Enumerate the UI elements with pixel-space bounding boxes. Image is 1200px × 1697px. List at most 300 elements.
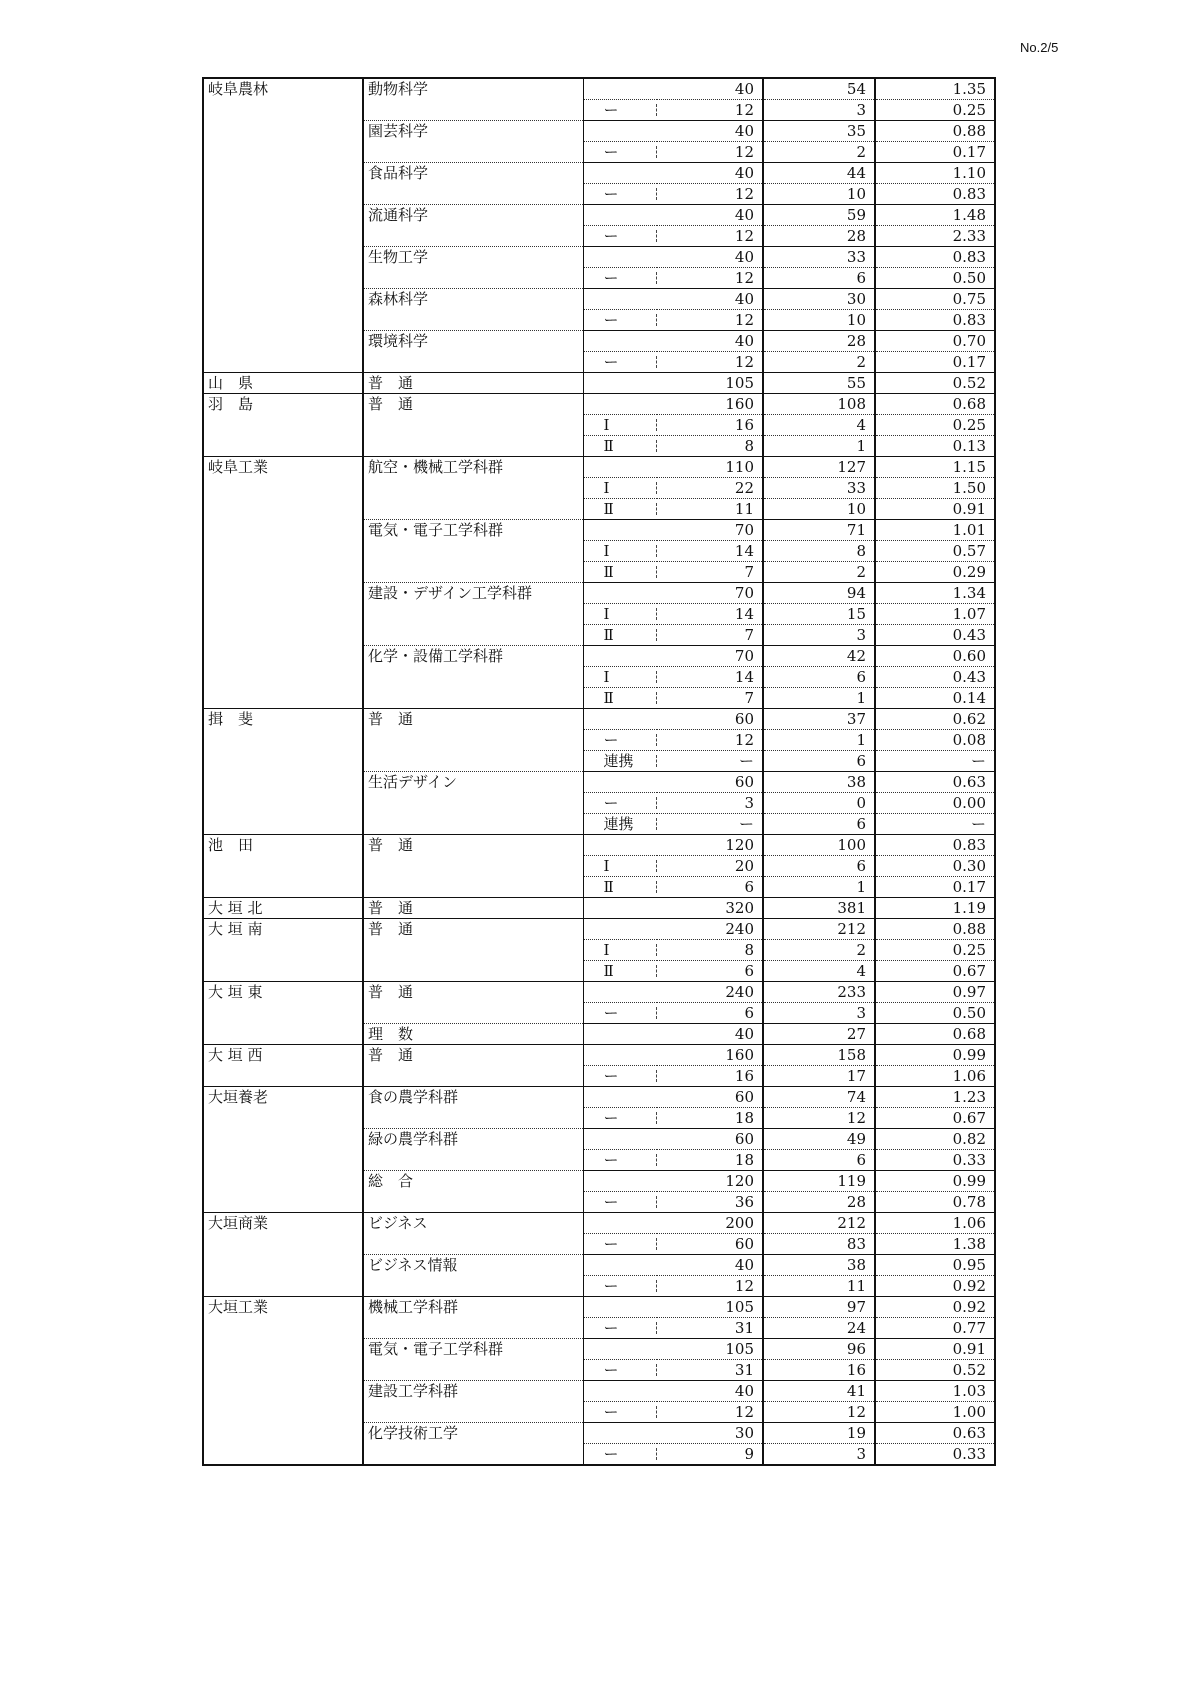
table-row <box>203 121 995 142</box>
quota-type-cell <box>583 78 657 100</box>
dashed-separator <box>656 1007 657 1019</box>
quota-type-cell <box>583 856 657 877</box>
quota-type-label: Ⅰ <box>603 479 610 497</box>
ratio-cell: 0.75 <box>875 289 995 310</box>
department-cell: 普 通 <box>363 919 583 940</box>
quota-type-cell <box>583 331 657 352</box>
department-cell: 普 通 <box>363 1045 583 1066</box>
quota-type-cell <box>583 814 657 835</box>
quota-type-cell <box>583 1444 657 1466</box>
capacity-cell: 40 <box>657 163 763 184</box>
table-row <box>203 1444 995 1466</box>
department-cell: 普 通 <box>363 373 583 394</box>
ratio-cell: 2.33 <box>875 226 995 247</box>
capacity-cell: 30 <box>657 1423 763 1444</box>
quota-type-cell <box>583 121 657 142</box>
table-row <box>203 268 995 289</box>
school-name-cell <box>203 268 363 289</box>
department-cell: 生活デザイン <box>363 772 583 793</box>
dashed-separator <box>656 755 657 767</box>
dashed-separator <box>656 1154 657 1166</box>
capacity-cell: 40 <box>657 331 763 352</box>
applicants-cell: 233 <box>763 982 875 1003</box>
dashed-separator <box>656 965 657 977</box>
capacity-cell: 9 <box>657 1444 763 1466</box>
department-cell <box>363 268 583 289</box>
applicants-cell: 12 <box>763 1108 875 1129</box>
table-row <box>203 1297 995 1318</box>
department-cell: 生物工学 <box>363 247 583 268</box>
table-row <box>203 142 995 163</box>
table-row <box>203 1423 995 1444</box>
table-row <box>203 835 995 856</box>
department-cell: 環境科学 <box>363 331 583 352</box>
school-name-cell <box>203 646 363 667</box>
capacity-cell: 70 <box>657 646 763 667</box>
capacity-cell: 40 <box>657 121 763 142</box>
applicants-cell: 1 <box>763 688 875 709</box>
applicants-cell: 2 <box>763 562 875 583</box>
school-name-cell <box>203 793 363 814</box>
dashed-separator <box>656 1070 657 1082</box>
department-cell: 普 通 <box>363 835 583 856</box>
table-row <box>203 1129 995 1150</box>
capacity-cell: 36 <box>657 1192 763 1213</box>
table-row <box>203 1213 995 1234</box>
school-name-cell <box>203 100 363 121</box>
ratio-cell: 0.57 <box>875 541 995 562</box>
capacity-cell: 40 <box>657 289 763 310</box>
quota-type-cell <box>583 1339 657 1360</box>
applicants-cell: 28 <box>763 226 875 247</box>
capacity-cell: 12 <box>657 268 763 289</box>
dashed-separator <box>656 188 657 200</box>
table-row <box>203 709 995 730</box>
department-cell: ビジネス <box>363 1213 583 1234</box>
table-row <box>203 646 995 667</box>
table-row <box>203 1255 995 1276</box>
quota-type-label: Ⅱ <box>603 500 614 518</box>
table-row <box>203 856 995 877</box>
quota-type-cell <box>583 940 657 961</box>
ratio-cell: 0.91 <box>875 1339 995 1360</box>
department-cell: 流通科学 <box>363 205 583 226</box>
ratio-cell: 0.52 <box>875 373 995 394</box>
ratio-cell: 0.13 <box>875 436 995 457</box>
school-name-cell: 羽 島 <box>203 394 363 415</box>
quota-type-label: ー <box>603 731 619 749</box>
ratio-cell: 0.17 <box>875 142 995 163</box>
school-name-cell <box>203 667 363 688</box>
ratio-cell: 1.01 <box>875 520 995 541</box>
school-name-cell: 岐阜工業 <box>203 457 363 478</box>
dashed-separator <box>656 860 657 872</box>
school-name-cell <box>203 226 363 247</box>
ratio-cell: 1.03 <box>875 1381 995 1402</box>
capacity-cell: 12 <box>657 184 763 205</box>
school-name-cell <box>203 184 363 205</box>
table-row <box>203 100 995 121</box>
department-cell <box>363 1318 583 1339</box>
applicants-cell: 12 <box>763 1402 875 1423</box>
school-name-cell: 大垣養老 <box>203 1087 363 1108</box>
applicants-cell: 71 <box>763 520 875 541</box>
table-row <box>203 751 995 772</box>
applicants-cell: 2 <box>763 940 875 961</box>
quota-type-label: ー <box>603 1445 619 1463</box>
department-cell: ビジネス情報 <box>363 1255 583 1276</box>
dashed-separator <box>656 503 657 515</box>
capacity-cell: 40 <box>657 1381 763 1402</box>
quota-type-cell <box>583 436 657 457</box>
department-cell: 理 数 <box>363 1024 583 1045</box>
ratio-cell: 0.68 <box>875 394 995 415</box>
capacity-cell: 60 <box>657 1087 763 1108</box>
capacity-cell: 12 <box>657 730 763 751</box>
ratio-cell: 0.14 <box>875 688 995 709</box>
table-row <box>203 1276 995 1297</box>
capacity-cell: 120 <box>657 835 763 856</box>
capacity-cell: 70 <box>657 583 763 604</box>
quota-type-cell <box>583 688 657 709</box>
dashed-separator <box>656 566 657 578</box>
dashed-separator <box>656 629 657 641</box>
applicants-cell: 6 <box>763 1150 875 1171</box>
quota-type-cell <box>583 142 657 163</box>
department-cell <box>363 604 583 625</box>
capacity-cell: 40 <box>657 247 763 268</box>
school-name-cell <box>203 856 363 877</box>
quota-type-label: ー <box>603 101 619 119</box>
quota-type-cell <box>583 394 657 415</box>
applicants-cell: 10 <box>763 184 875 205</box>
school-name-cell <box>203 1066 363 1087</box>
school-name-cell <box>203 1129 363 1150</box>
ratio-cell: 0.29 <box>875 562 995 583</box>
quota-type-cell <box>583 1381 657 1402</box>
dashed-separator <box>656 1238 657 1250</box>
ratio-cell: 0.83 <box>875 835 995 856</box>
dashed-separator <box>656 1112 657 1124</box>
capacity-cell: 12 <box>657 310 763 331</box>
ratio-cell: 0.43 <box>875 667 995 688</box>
department-cell: 普 通 <box>363 898 583 919</box>
ratio-cell: ー <box>875 814 995 835</box>
quota-type-cell <box>583 604 657 625</box>
quota-type-cell <box>583 1276 657 1297</box>
quota-type-label: ー <box>603 1361 619 1379</box>
school-name-cell: 池 田 <box>203 835 363 856</box>
ratio-cell: 0.67 <box>875 1108 995 1129</box>
applicants-cell: 108 <box>763 394 875 415</box>
department-cell: 建設・デザイン工学科群 <box>363 583 583 604</box>
department-cell <box>363 667 583 688</box>
table-row <box>203 730 995 751</box>
quota-type-label: ー <box>603 269 619 287</box>
capacity-cell: 18 <box>657 1108 763 1129</box>
dashed-separator <box>656 482 657 494</box>
dashed-separator <box>656 1280 657 1292</box>
table-row <box>203 394 995 415</box>
ratio-cell: 1.35 <box>875 78 995 100</box>
applicants-cell: 59 <box>763 205 875 226</box>
ratio-cell: 1.50 <box>875 478 995 499</box>
school-name-cell <box>203 604 363 625</box>
capacity-cell: 16 <box>657 415 763 436</box>
capacity-cell: 40 <box>657 78 763 100</box>
department-cell: 航空・機械工学科群 <box>363 457 583 478</box>
capacity-cell: 12 <box>657 1276 763 1297</box>
school-name-cell <box>203 1402 363 1423</box>
table-row <box>203 1381 995 1402</box>
quota-type-cell <box>583 1360 657 1381</box>
school-name-cell <box>203 751 363 772</box>
department-cell <box>363 100 583 121</box>
school-name-cell <box>203 583 363 604</box>
applicants-cell: 41 <box>763 1381 875 1402</box>
dashed-separator <box>656 1406 657 1418</box>
quota-type-cell <box>583 1045 657 1066</box>
quota-type-cell <box>583 877 657 898</box>
ratio-cell: 0.25 <box>875 100 995 121</box>
table-row <box>203 1045 995 1066</box>
school-name-cell: 大垣商業 <box>203 1213 363 1234</box>
school-name-cell <box>203 625 363 646</box>
department-cell <box>363 415 583 436</box>
table-row <box>203 688 995 709</box>
table-row <box>203 1318 995 1339</box>
quota-type-cell <box>583 646 657 667</box>
school-name-cell: 山 県 <box>203 373 363 394</box>
school-name-cell <box>203 415 363 436</box>
ratio-cell: 1.07 <box>875 604 995 625</box>
ratio-cell: 0.43 <box>875 625 995 646</box>
ratio-cell: 0.68 <box>875 1024 995 1045</box>
quota-type-cell <box>583 709 657 730</box>
capacity-cell: 70 <box>657 520 763 541</box>
ratio-cell: 0.67 <box>875 961 995 982</box>
quota-type-cell <box>583 1150 657 1171</box>
capacity-cell: 3 <box>657 793 763 814</box>
ratio-cell: 1.15 <box>875 457 995 478</box>
applicants-cell: 1 <box>763 436 875 457</box>
applicants-cell: 28 <box>763 1192 875 1213</box>
quota-type-label: ー <box>603 1235 619 1253</box>
table-row <box>203 205 995 226</box>
capacity-cell: 320 <box>657 898 763 919</box>
table-row <box>203 1402 995 1423</box>
applicants-cell: 8 <box>763 541 875 562</box>
applicants-cell: 3 <box>763 625 875 646</box>
table-row <box>203 940 995 961</box>
school-name-cell <box>203 730 363 751</box>
table-row <box>203 583 995 604</box>
table-row <box>203 1192 995 1213</box>
department-cell: 化学技術工学 <box>363 1423 583 1444</box>
quota-type-cell <box>583 1402 657 1423</box>
applicants-cell: 10 <box>763 310 875 331</box>
quota-type-cell <box>583 499 657 520</box>
school-name-cell <box>203 961 363 982</box>
ratio-cell: 0.97 <box>875 982 995 1003</box>
table-body <box>203 78 995 1465</box>
table-row <box>203 604 995 625</box>
applicants-cell: 2 <box>763 142 875 163</box>
quota-type-cell <box>583 1297 657 1318</box>
department-cell <box>363 1108 583 1129</box>
quota-type-label: Ⅱ <box>603 878 614 896</box>
dashed-separator <box>656 671 657 683</box>
ratio-cell: 0.99 <box>875 1171 995 1192</box>
school-name-cell <box>203 877 363 898</box>
quota-type-cell <box>583 1129 657 1150</box>
school-name-cell <box>203 247 363 268</box>
school-name-cell <box>203 1234 363 1255</box>
applicants-cell: 3 <box>763 100 875 121</box>
applicants-cell: 6 <box>763 814 875 835</box>
applicants-cell: 83 <box>763 1234 875 1255</box>
quota-type-cell <box>583 982 657 1003</box>
ratio-cell: 0.83 <box>875 310 995 331</box>
ratio-cell: 0.92 <box>875 1276 995 1297</box>
table-row <box>203 1024 995 1045</box>
capacity-cell: 7 <box>657 625 763 646</box>
quota-type-cell <box>583 898 657 919</box>
quota-type-cell <box>583 1234 657 1255</box>
dashed-separator <box>656 1448 657 1460</box>
table-row <box>203 352 995 373</box>
dashed-separator <box>656 797 657 809</box>
quota-type-cell <box>583 961 657 982</box>
dashed-separator <box>656 1322 657 1334</box>
dashed-separator <box>656 272 657 284</box>
applicants-cell: 6 <box>763 667 875 688</box>
table-row <box>203 226 995 247</box>
table-row <box>203 961 995 982</box>
quota-type-cell <box>583 268 657 289</box>
capacity-cell: 105 <box>657 1339 763 1360</box>
applicants-cell: 4 <box>763 961 875 982</box>
school-name-cell <box>203 688 363 709</box>
quota-type-cell <box>583 793 657 814</box>
school-name-cell <box>203 1318 363 1339</box>
table-row <box>203 184 995 205</box>
table-row <box>203 1360 995 1381</box>
dashed-separator <box>656 692 657 704</box>
capacity-cell: 105 <box>657 373 763 394</box>
ratio-cell: 1.34 <box>875 583 995 604</box>
quota-type-label: ー <box>603 185 619 203</box>
capacity-cell: 31 <box>657 1318 763 1339</box>
department-cell <box>363 688 583 709</box>
ratio-cell: 0.82 <box>875 1129 995 1150</box>
quota-type-label: Ⅰ <box>603 941 610 959</box>
applicants-cell: 381 <box>763 898 875 919</box>
applicants-cell: 19 <box>763 1423 875 1444</box>
applicants-cell: 16 <box>763 1360 875 1381</box>
table-row <box>203 373 995 394</box>
applicants-cell: 212 <box>763 1213 875 1234</box>
quota-type-cell <box>583 1108 657 1129</box>
applicants-cell: 24 <box>763 1318 875 1339</box>
ratio-cell: 0.83 <box>875 184 995 205</box>
applicants-cell: 27 <box>763 1024 875 1045</box>
capacity-cell: 160 <box>657 1045 763 1066</box>
capacity-cell: 60 <box>657 1129 763 1150</box>
ratio-cell: 1.19 <box>875 898 995 919</box>
quota-type-label: Ⅰ <box>603 605 610 623</box>
school-name-cell <box>203 1150 363 1171</box>
quota-type-cell <box>583 541 657 562</box>
ratio-cell: 0.08 <box>875 730 995 751</box>
table-row <box>203 982 995 1003</box>
quota-type-label: Ⅰ <box>603 668 610 686</box>
ratio-cell: 1.48 <box>875 205 995 226</box>
department-cell: 総 合 <box>363 1171 583 1192</box>
department-cell: 園芸科学 <box>363 121 583 142</box>
ratio-cell: 0.62 <box>875 709 995 730</box>
applicants-cell: 158 <box>763 1045 875 1066</box>
dashed-separator <box>656 545 657 557</box>
school-name-cell <box>203 940 363 961</box>
quota-type-label: ー <box>603 1403 619 1421</box>
quota-type-cell <box>583 1318 657 1339</box>
applicants-cell: 33 <box>763 478 875 499</box>
quota-type-label: ー <box>603 1067 619 1085</box>
department-cell: 化学・設備工学科群 <box>363 646 583 667</box>
capacity-cell: 120 <box>657 1171 763 1192</box>
admissions-table <box>202 77 996 1466</box>
school-name-cell <box>203 541 363 562</box>
table-row <box>203 1087 995 1108</box>
school-name-cell <box>203 1003 363 1024</box>
quota-type-cell <box>583 310 657 331</box>
table-row <box>203 919 995 940</box>
applicants-cell: 54 <box>763 78 875 100</box>
quota-type-cell <box>583 1423 657 1444</box>
quota-type-label: ー <box>603 1151 619 1169</box>
quota-type-label: ー <box>603 1109 619 1127</box>
ratio-cell: 0.91 <box>875 499 995 520</box>
quota-type-label: ー <box>603 311 619 329</box>
ratio-cell: 0.78 <box>875 1192 995 1213</box>
quota-type-cell <box>583 478 657 499</box>
quota-type-label: 連携 <box>603 752 634 770</box>
capacity-cell: 8 <box>657 436 763 457</box>
capacity-cell: 240 <box>657 919 763 940</box>
table-row <box>203 793 995 814</box>
ratio-cell: 0.30 <box>875 856 995 877</box>
capacity-cell: 40 <box>657 1255 763 1276</box>
department-cell: 普 通 <box>363 394 583 415</box>
dashed-separator <box>656 818 657 830</box>
capacity-cell: 8 <box>657 940 763 961</box>
dashed-separator <box>656 944 657 956</box>
ratio-cell: 0.60 <box>875 646 995 667</box>
ratio-cell: 0.70 <box>875 331 995 352</box>
ratio-cell: 1.10 <box>875 163 995 184</box>
dashed-separator <box>656 104 657 116</box>
quota-type-label: Ⅱ <box>603 563 614 581</box>
capacity-cell: 12 <box>657 100 763 121</box>
ratio-cell: 0.25 <box>875 940 995 961</box>
table-row <box>203 499 995 520</box>
applicants-cell: 49 <box>763 1129 875 1150</box>
table-row <box>203 772 995 793</box>
capacity-cell: 40 <box>657 1024 763 1045</box>
school-name-cell <box>203 121 363 142</box>
quota-type-cell <box>583 373 657 394</box>
